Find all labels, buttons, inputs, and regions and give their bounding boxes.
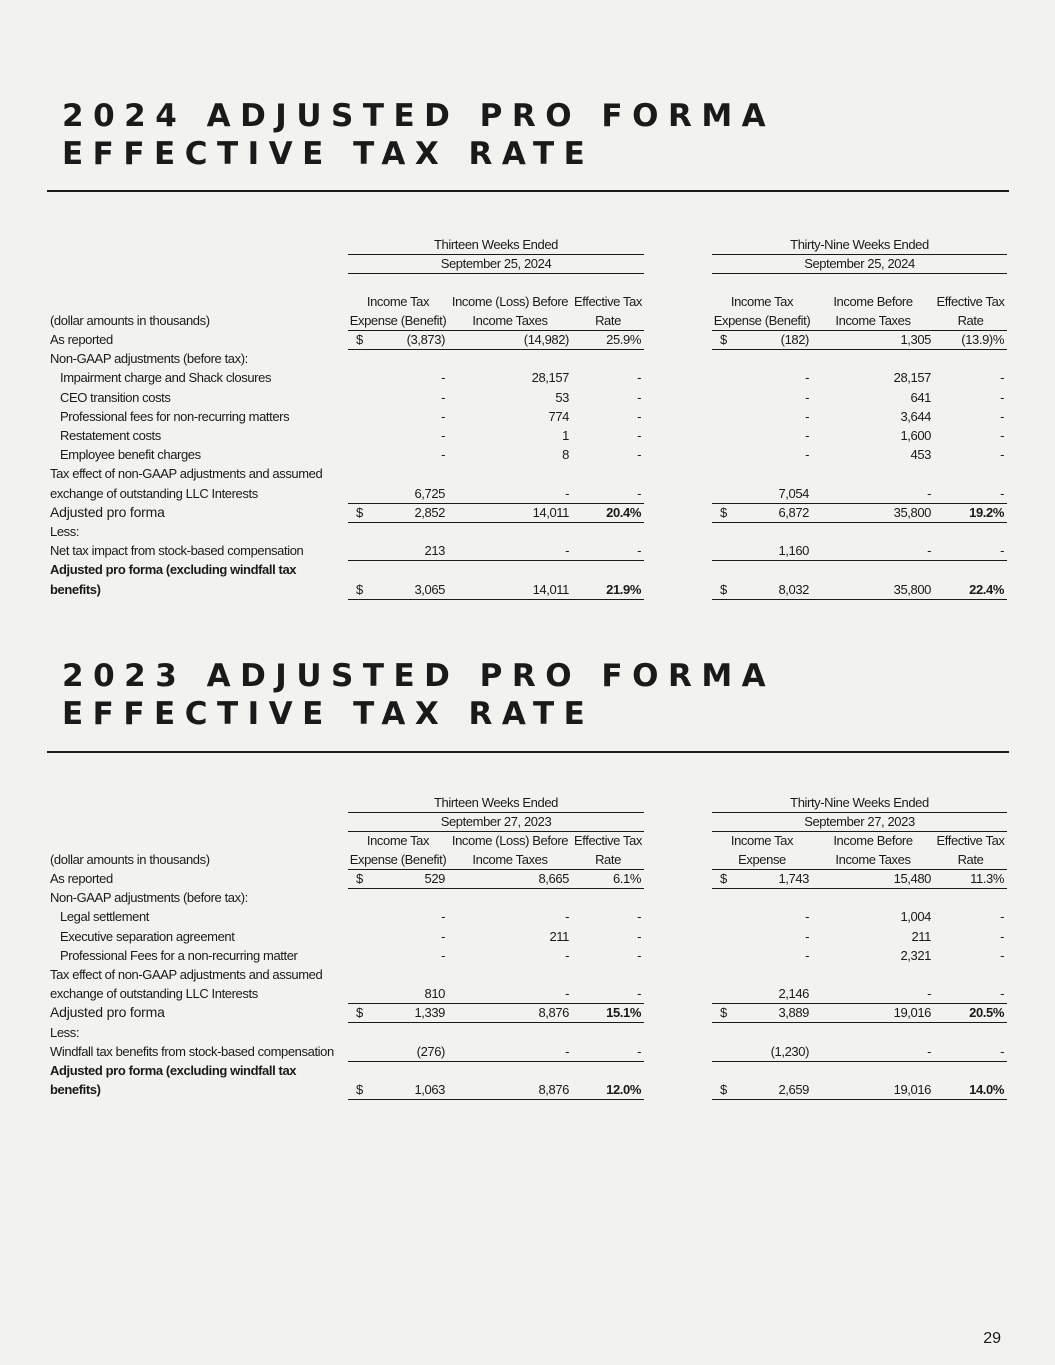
row-label: Adjusted pro forma [50,1004,165,1021]
col-header: Effective Tax [936,294,1005,309]
row-label: Employee benefit charges [60,447,201,463]
table-cell: - [812,984,934,1004]
table-cell: 810 [348,984,448,1004]
table-cell: - [448,484,572,504]
table-row [0,426,1055,445]
row-label: Non-GAAP adjustments (before tax): [50,351,248,367]
table-cell: - [572,1042,644,1062]
col-header: Rate [572,311,644,331]
table-cell: 19,016 [812,1080,934,1100]
table-row [0,330,1055,349]
table-cell: 641 [910,389,931,405]
table-row [0,349,1055,368]
table-cell: 1,743 [712,869,812,889]
table-cell: 1,339 [348,1003,448,1023]
table-cell: - [448,984,572,1004]
row-label: Impairment charge and Shack closures [60,370,272,386]
currency-symbol: $ [356,581,364,597]
col-header: Income (Loss) Before [451,833,569,848]
units-label: (dollar amounts in thousands) [50,313,210,328]
table-cell: - [1000,928,1004,944]
table-cell: 2,852 [348,503,448,523]
table-cell: 1,305 [812,330,934,350]
section-divider [47,190,1009,192]
table-cell: - [934,984,1007,1004]
table-cell: 20.4% [572,503,644,523]
table-cell: (182) [712,330,812,350]
table-cell: 14,011 [448,580,572,600]
table-cell: - [637,428,641,443]
row-label: exchange of outstanding LLC Interests [50,986,258,1002]
table-cell: - [637,928,641,944]
currency-symbol: $ [720,581,728,597]
table-cell: - [572,541,644,561]
table-cell: (3,873) [348,330,448,350]
table-row [0,388,1055,407]
table-row [0,1061,1055,1080]
table-cell: - [1000,428,1004,443]
col-header: Effective Tax [573,294,643,309]
col-header: Expense (Benefit) [348,850,448,870]
row-label: Professional fees for non-recurring matters [60,408,290,424]
table-cell: 28,157 [531,370,569,386]
period1-date: September 27, 2023 [348,812,644,832]
section-title-2023: 2023 ADJUSTED PRO FORMA EFFECTIVE TAX RATE [62,658,776,732]
row-label: Windfall tax benefits from stock-based compensation [50,1043,334,1059]
currency-symbol: $ [720,504,728,520]
table-cell: 8 [562,447,569,463]
table-cell: - [934,1042,1007,1062]
table-cell: 1,004 [900,909,931,925]
table-cell: 1,063 [348,1080,448,1100]
table-cell: - [805,928,809,944]
currency-symbol: $ [720,1082,728,1098]
table-cell: (13.9)% [934,330,1007,350]
table-cell: - [1000,370,1004,386]
table-cell: - [934,484,1007,504]
section-title-2024: 2024 ADJUSTED PRO FORMA EFFECTIVE TAX RATE [62,98,776,172]
table-cell: - [1000,909,1004,925]
table-cell: - [565,947,569,963]
table-cell: 2,659 [712,1080,812,1100]
table-cell: 8,665 [448,869,572,889]
period2-date: September 25, 2024 [712,254,1007,274]
col-header: Income Tax [366,833,430,848]
table-cell: 1 [562,428,569,443]
table-row [0,407,1055,426]
col-header: Effective Tax [936,833,1005,848]
row-label: Tax effect of non-GAAP adjustments and assumed [50,466,323,482]
period1-date: September 25, 2024 [348,254,644,274]
period1-name: Thirteen Weeks Ended [348,235,644,255]
table-cell: 2,321 [900,947,931,963]
table-cell: 20.5% [934,1003,1007,1023]
table-cell: 3,644 [900,408,931,424]
period1-name: Thirteen Weeks Ended [348,793,644,813]
table-cell: 8,876 [448,1003,572,1023]
table-cell: 211 [549,928,569,944]
col-header: Income Taxes [448,311,572,331]
table-cell: - [448,1042,572,1062]
currency-symbol: $ [720,332,728,347]
table-cell: 1,160 [712,541,812,561]
row-label: CEO transition costs [60,389,171,405]
table-cell: - [441,389,445,405]
col-header: Income Before [833,294,913,309]
table-row [0,1080,1055,1099]
table-cell: - [637,909,641,925]
table-cell: 19,016 [812,1003,934,1023]
table-cell: - [572,984,644,1004]
table-cell: 15,480 [812,869,934,889]
table-row [0,464,1055,483]
row-label: Restatement costs [60,428,161,443]
table-cell: - [441,408,445,424]
col-header: Expense (Benefit) [348,311,448,331]
row-label: Adjusted pro forma (excluding windfall tax [50,1063,297,1078]
col-header: Income Taxes [812,311,934,331]
table-cell: 15.1% [572,1003,644,1023]
row-label: Adjusted pro forma [50,503,165,520]
table-cell: - [805,447,809,463]
currency-symbol: $ [720,871,728,886]
currency-symbol: $ [356,504,364,520]
section-divider [47,751,1009,753]
col-header: Income Taxes [448,850,572,870]
table-cell: 28,157 [893,370,931,386]
col-header: Effective Tax [573,833,643,848]
units-label: (dollar amounts in thousands) [50,852,210,867]
table-cell: 3,065 [348,580,448,600]
row-label: Professional Fees for a non-recurring matter [60,947,298,963]
row-label: Less: [50,1024,80,1040]
table-cell: - [441,928,445,944]
table-cell: - [637,408,641,424]
table-row [0,927,1055,946]
table-cell: 21.9% [572,580,644,600]
table-row [0,580,1055,599]
table-cell: 2,146 [712,984,812,1004]
table-row [0,965,1055,984]
table-cell: 6,872 [712,503,812,523]
table-row [0,522,1055,541]
table-cell: 211 [911,928,931,944]
col-header: Income Before [833,833,913,848]
col-header: Rate [934,311,1007,331]
table-cell: - [572,484,644,504]
table-cell: 14,011 [448,503,572,523]
col-header: Rate [572,850,644,870]
period2-date: September 27, 2023 [712,812,1007,832]
table-cell: - [812,484,934,504]
period2-name: Thirty-Nine Weeks Ended [712,793,1007,813]
row-label: As reported [50,871,113,886]
table-cell: - [637,947,641,963]
table-cell: - [805,389,809,405]
table-cell: 19.2% [934,503,1007,523]
table-cell: (1,230) [712,1042,812,1062]
currency-symbol: $ [356,1005,364,1021]
row-label: exchange of outstanding LLC Interests [50,485,258,501]
table-cell: - [1000,947,1004,963]
table-row [0,503,1055,522]
table-cell: 22.4% [934,580,1007,600]
table-cell: - [1000,389,1004,405]
row-label: Net tax impact from stock-based compensation [50,543,304,559]
row-label: As reported [50,332,113,347]
row-label: Non-GAAP adjustments (before tax): [50,890,248,906]
col-header: Income Taxes [812,850,934,870]
table-row [0,984,1055,1003]
currency-symbol: $ [356,871,364,886]
table-cell: 8,876 [448,1080,572,1100]
table-cell: - [441,370,445,386]
table-row [0,888,1055,907]
table-cell: - [448,541,572,561]
table-cell: - [805,408,809,424]
table-cell: 213 [348,541,448,561]
table-cell: 14.0% [934,1080,1007,1100]
table-cell: - [441,428,445,443]
table-cell: - [1000,447,1004,463]
table-cell: 7,054 [712,484,812,504]
table-cell: 11.3% [934,869,1007,889]
table-row [0,946,1055,965]
table-cell: 6.1% [572,869,644,889]
table-cell: 6,725 [348,484,448,504]
table-row [0,869,1055,888]
table-cell: - [441,909,445,925]
table-cell: 3,889 [712,1003,812,1023]
table-row [0,484,1055,503]
table-cell: - [637,447,641,463]
col-header: Income (Loss) Before [451,294,569,309]
table-cell: - [934,541,1007,561]
row-label: Tax effect of non-GAAP adjustments and assumed [50,967,323,982]
col-header: Income Tax [730,294,794,309]
table-cell: 1,600 [900,428,931,443]
col-header: Income Tax [730,833,794,848]
currency-symbol: $ [356,1082,364,1098]
table-cell: - [805,909,809,925]
col-header: Income Tax [366,294,430,309]
table-cell: 35,800 [812,503,934,523]
table-cell: 53 [555,389,569,405]
period2-name: Thirty-Nine Weeks Ended [712,235,1007,255]
currency-symbol: $ [356,332,364,347]
table-cell: 774 [548,408,569,424]
table-cell: - [805,428,809,443]
table-cell: 12.0% [572,1080,644,1100]
table-row [0,1042,1055,1061]
table-cell: 453 [910,447,931,463]
table-cell: - [812,1042,934,1062]
table-cell: - [805,370,809,386]
row-label: benefits) [50,581,101,597]
row-label: Legal settlement [60,909,149,925]
table-cell: - [637,370,641,386]
row-label: Adjusted pro forma (excluding windfall tax [50,562,297,578]
table-row [0,368,1055,387]
table-row [0,1003,1055,1022]
table-cell: - [565,909,569,925]
row-label: Executive separation agreement [60,928,235,944]
table-cell: 529 [348,869,448,889]
row-label: benefits) [50,1082,101,1098]
table-cell: 8,032 [712,580,812,600]
currency-symbol: $ [720,1005,728,1021]
col-header: Expense (Benefit) [712,311,812,331]
col-header: Expense [712,850,812,870]
table-row [0,1023,1055,1042]
page-number: 29 [983,1330,1001,1347]
table-cell: - [1000,408,1004,424]
table-row [0,445,1055,464]
row-label: Less: [50,524,80,539]
table-cell: 25.9% [572,330,644,350]
table-cell: - [805,947,809,963]
table-row [0,541,1055,560]
table-cell: - [812,541,934,561]
table-cell: 35,800 [812,580,934,600]
table-row [0,560,1055,579]
table-cell: (276) [348,1042,448,1062]
table-cell: - [637,389,641,405]
table-row [0,907,1055,926]
col-header: Rate [934,850,1007,870]
table-cell: - [441,947,445,963]
table-cell: (14,982) [448,330,572,350]
table-cell: - [441,447,445,463]
